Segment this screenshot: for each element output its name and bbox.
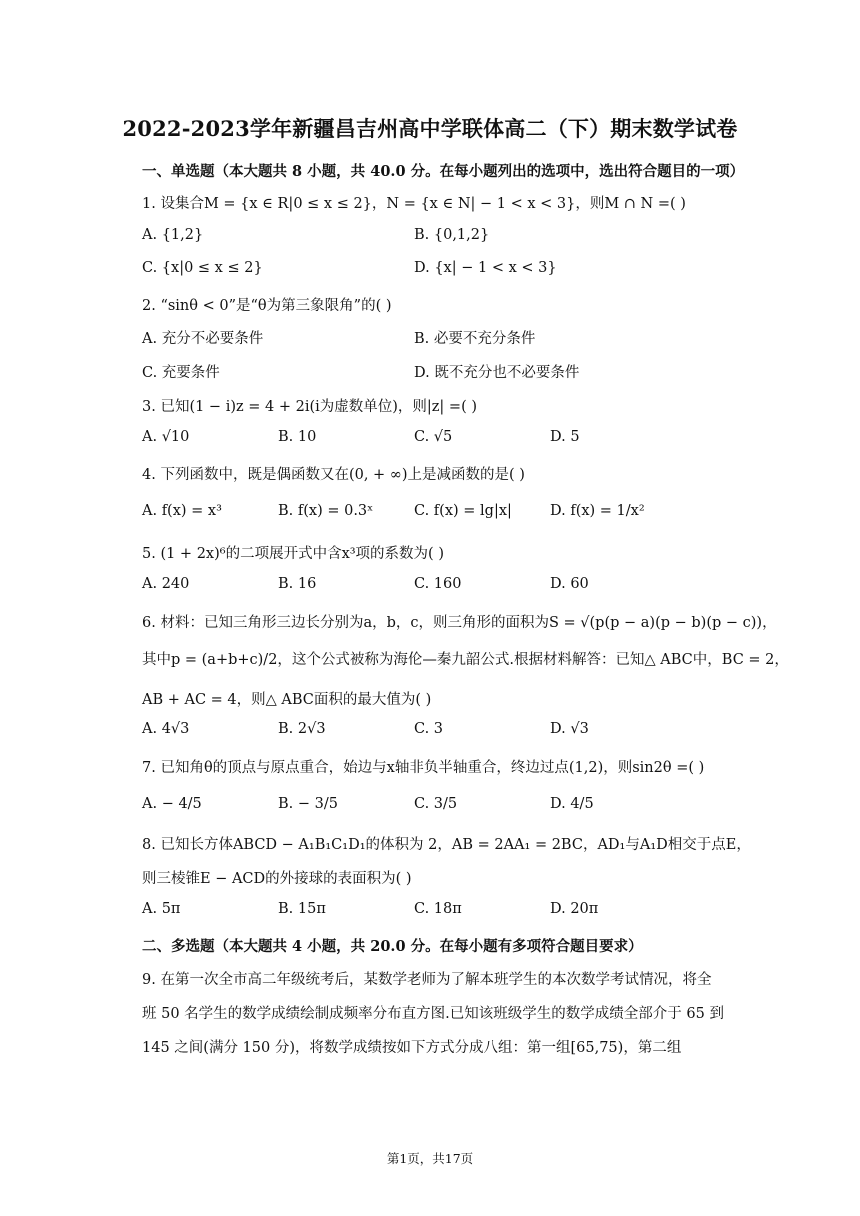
question-2-option-a: A. 充分不必要条件 xyxy=(142,331,264,347)
question-1-option-a: A. {1,2} xyxy=(142,227,204,243)
question-3-option-c: C. √5 xyxy=(414,429,453,445)
question-2-option-c: C. 充要条件 xyxy=(142,365,220,381)
question-5-stem: 5. (1 + 2x)⁶的二项展开式中含x³项的系数为( ) xyxy=(142,546,444,562)
question-2-option-d: D. 既不充分也不必要条件 xyxy=(414,365,580,381)
question-4-option-b: B. f(x) = 0.3ˣ xyxy=(278,503,374,519)
question-6-option-b: B. 2√3 xyxy=(278,721,326,737)
question-3-option-a: A. √10 xyxy=(142,429,190,445)
question-9-stem-line-1: 9. 在第一次全市高二年级统考后，某数学老师为了解本班学生的本次数学考试情况，将全 xyxy=(142,972,712,988)
question-8-stem-line-2: 则三棱锥E − ACD的外接球的表面积为( ) xyxy=(142,871,412,887)
question-1-option-b: B. {0,1,2} xyxy=(414,227,490,243)
question-3-stem: 3. 已知(1 − i)z = 4 + 2i(i为虚数单位)，则|z| =( ) xyxy=(142,399,477,415)
question-9-stem-line-2: 班 50 名学生的数学成绩绘制成频率分布直方图.已知该班级学生的数学成绩全部介于 65 到 xyxy=(142,1006,724,1022)
question-7-option-c: C. 3/5 xyxy=(414,796,458,812)
question-6-option-c: C. 3 xyxy=(414,721,444,737)
question-5-option-b: B. 16 xyxy=(278,576,317,592)
section-heading-single-choice: 一、单选题（本大题共 8 小题，共 40.0 分。在每小题列出的选项中，选出符合题目的一项） xyxy=(142,163,745,180)
page-title: 2022-2023学年新疆昌吉州高中学联体高二（下）期末数学试卷 xyxy=(122,116,738,141)
question-6-stem-line-2: 其中p = (a+b+c)/2，这个公式被称为海伦—秦九韶公式.根据材料解答：已知△ ABC中，BC = 2， xyxy=(142,652,789,668)
question-3-option-b: B. 10 xyxy=(278,429,317,445)
question-4-option-c: C. f(x) = lg|x| xyxy=(414,503,512,519)
question-1-option-d: D. {x| − 1 < x < 3} xyxy=(414,260,557,276)
question-3-option-d: D. 5 xyxy=(550,429,580,445)
question-5-option-a: A. 240 xyxy=(142,576,190,592)
question-6-stem-line-3: AB + AC = 4，则△ ABC面积的最大值为( ) xyxy=(142,692,432,708)
page-footer: 第1页，共17页 xyxy=(386,1151,474,1166)
question-7-option-a: A. − 4/5 xyxy=(142,796,202,812)
question-6-stem-line-1: 6. 材料：已知三角形三边长分别为a，b，c，则三角形的面积为S = √(p(p − a)(p − b)(p − c))， xyxy=(142,615,777,631)
question-8-option-b: B. 15π xyxy=(278,901,326,917)
question-4-stem: 4. 下列函数中，既是偶函数又在(0, + ∞)上是减函数的是( ) xyxy=(142,467,525,483)
question-7-option-d: D. 4/5 xyxy=(550,796,594,812)
question-5-option-d: D. 60 xyxy=(550,576,589,592)
question-6-option-d: D. √3 xyxy=(550,721,589,737)
section-heading-multiple-choice: 二、多选题（本大题共 4 小题，共 20.0 分。在每小题有多项符合题目要求） xyxy=(142,938,643,955)
question-2-stem: 2. “sinθ < 0”是“θ为第三象限角”的( ) xyxy=(142,298,392,314)
question-7-option-b: B. − 3/5 xyxy=(278,796,338,812)
question-4-option-a: A. f(x) = x³ xyxy=(142,503,222,519)
question-2-option-b: B. 必要不充分条件 xyxy=(414,331,536,347)
question-8-option-a: A. 5π xyxy=(142,901,181,917)
question-6-option-a: A. 4√3 xyxy=(142,721,190,737)
question-8-option-d: D. 20π xyxy=(550,901,599,917)
question-1-option-c: C. {x|0 ≤ x ≤ 2} xyxy=(142,260,263,276)
question-9-stem-line-3: 145 之间(满分 150 分)，将数学成绩按如下方式分成八组：第一组[65,75)，第二组 xyxy=(142,1040,682,1056)
question-7-stem: 7. 已知角θ的顶点与原点重合，始边与x轴非负半轴重合，终边过点(1,2)，则sin2θ =( ) xyxy=(142,760,705,776)
question-4-option-d: D. f(x) = 1/x² xyxy=(550,503,645,519)
question-5-option-c: C. 160 xyxy=(414,576,462,592)
question-8-stem-line-1: 8. 已知长方体ABCD − A₁B₁C₁D₁的体积为 2，AB = 2AA₁ = 2BC，AD₁与A₁D相交于点E， xyxy=(142,837,751,853)
question-1-stem: 1. 设集合M = {x ∈ R|0 ≤ x ≤ 2}，N = {x ∈ N| − 1 < x < 3}，则M ∩ N =( ) xyxy=(142,196,686,212)
question-8-option-c: C. 18π xyxy=(414,901,462,917)
